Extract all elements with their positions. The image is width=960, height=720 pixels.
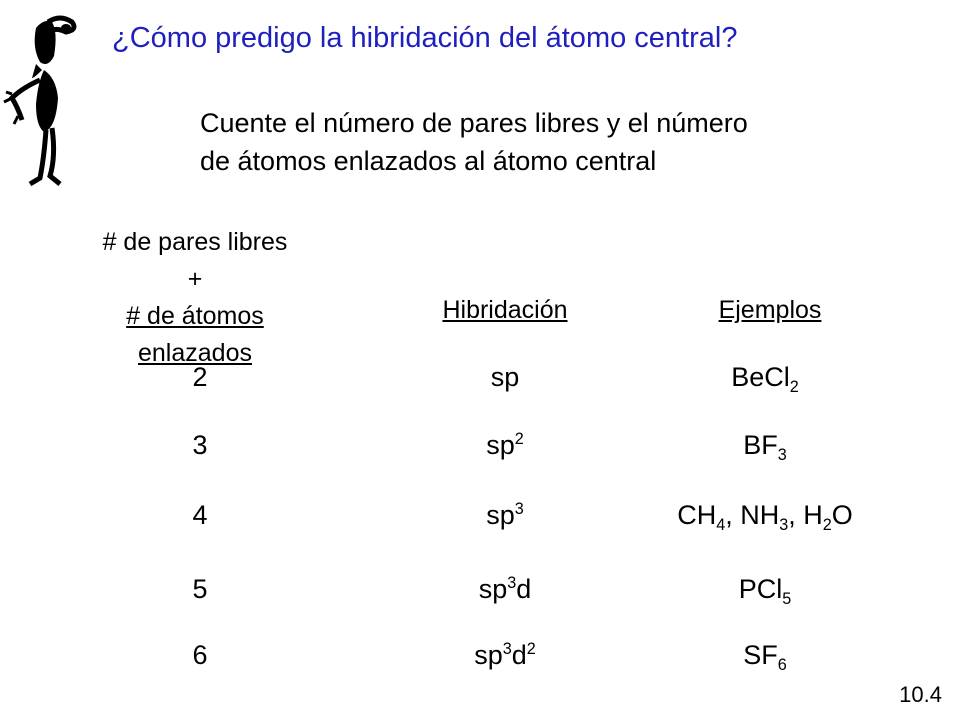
header-sum-line-3: # de átomos [126, 302, 264, 330]
row-examples [590, 362, 940, 397]
row-count: 2 [192, 362, 208, 392]
hybridization-part: 3 [514, 500, 524, 518]
row-hybridization [430, 362, 580, 393]
row-count: 6 [192, 640, 208, 670]
examples-part: BeCl [731, 362, 790, 392]
header-hybridization: Hibridación [442, 296, 568, 324]
hybridization-part: 3 [502, 640, 512, 658]
hybridization-part: sp [486, 430, 515, 460]
examples-part: 4 [716, 516, 726, 534]
intro-text-line-2: de átomos enlazados al átomo central [200, 146, 657, 176]
row-examples [590, 430, 940, 465]
row-examples [590, 640, 940, 675]
header-electron-domains [60, 224, 330, 372]
row-examples [590, 500, 940, 535]
examples-part: O [831, 500, 853, 530]
header-sum-line-4: enlazados [138, 339, 252, 367]
examples-part: 3 [779, 516, 789, 534]
hybridization-part: d [516, 574, 532, 604]
slide-number: 10.4 [899, 682, 942, 707]
header-sum-line-2: + [187, 265, 203, 293]
examples-part: 2 [789, 378, 799, 396]
examples-part: CH [677, 500, 717, 530]
examples-part: 3 [777, 446, 787, 464]
hybridization-part: d [511, 640, 527, 670]
examples-part: BF [743, 430, 778, 460]
row-hybridization [430, 500, 580, 531]
row-hybridization [430, 430, 580, 461]
intro-text-line-1: Cuente el número de pares libres y el número [200, 108, 748, 138]
row-count: 4 [192, 500, 208, 530]
slide-title: ¿Cómo predigo la hibridación del átomo central? [112, 22, 738, 54]
thinking-figure-icon [0, 8, 100, 193]
row-hybridization [430, 574, 580, 605]
row-count: 3 [192, 430, 208, 460]
row-count: 5 [192, 574, 208, 604]
hybridization-part: sp [486, 500, 515, 530]
row-examples [590, 574, 940, 609]
hybridization-part: 3 [507, 574, 517, 592]
hybridization-part: 2 [526, 640, 536, 658]
header-examples: Ejemplos [718, 296, 822, 324]
examples-part: 2 [822, 516, 832, 534]
examples-part: , H [788, 500, 823, 530]
examples-part: PCl [738, 574, 783, 604]
header-sum-line-1: # de pares libres [102, 228, 288, 256]
hybridization-part: 2 [514, 430, 524, 448]
hybridization-part: sp [478, 574, 508, 604]
examples-part: SF [743, 640, 778, 670]
row-hybridization [430, 640, 580, 671]
examples-part: 6 [777, 656, 787, 674]
examples-part: , NH [725, 500, 780, 530]
hybridization-part: sp [474, 640, 503, 670]
examples-part: 5 [782, 590, 792, 608]
hybridization-part: sp [490, 362, 520, 392]
